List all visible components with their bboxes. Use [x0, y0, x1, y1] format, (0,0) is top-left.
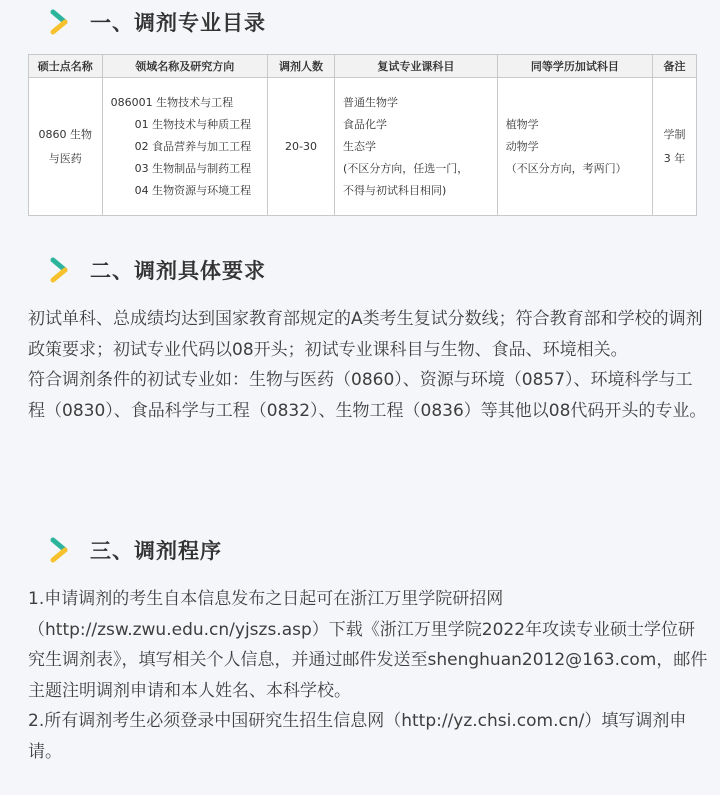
- column-header: 调剂人数: [267, 55, 334, 78]
- section-heading: 一、调剂专业目录: [90, 11, 266, 35]
- column-header: 同等学历加试科目: [497, 55, 652, 78]
- requirements-text: [28, 304, 708, 426]
- table-header-row: [29, 55, 697, 78]
- count-cell: 20-30: [267, 78, 334, 216]
- section-title-catalog: [50, 2, 266, 42]
- subject-line: 不得与初试科目相同): [343, 183, 447, 197]
- paragraph: 符合调剂条件的初试专业如：生物与医药（0860）、资源与环境（0857）、环境科学与工程（0830）、食品科学与工程（0832）、生物工程（0836）等其他以08代码开头的专业。: [28, 370, 707, 421]
- paragraph: 2.所有调剂考生必须登录中国研究生招生信息网（http://yz.chsi.com.cn/）填写调剂申请。: [28, 711, 687, 762]
- section-title-procedure: [50, 530, 222, 570]
- column-header: 备注: [653, 55, 697, 78]
- paragraph: 1.申请调剂的考生自本信息发布之日起可在浙江万里学院研招网（http://zsw.zwu.edu.cn/yjszs.asp）下载《浙江万里学院2022年攻读专业硕士学位研究生调剂表》，填写相关个人信息，并通过邮件发送至shenghuan2012@163.com，邮件主题注明调剂申请和本人姓名、本科学校。: [28, 589, 708, 701]
- master-name-line: 与医药: [48, 151, 82, 165]
- master-name-line: 0860 生物: [38, 127, 93, 141]
- procedure-text: [28, 584, 708, 767]
- remark-line: 3 年: [663, 151, 686, 165]
- subject-line: 食品化学: [343, 117, 387, 131]
- subject-line: 生态学: [343, 139, 376, 153]
- column-header: 领域名称及研究方向: [102, 55, 267, 78]
- chevron-right-icon: [50, 537, 72, 563]
- catalog-table: [28, 54, 697, 216]
- domain-line: 02 食品营养与加工工程: [134, 139, 252, 153]
- domain-line: 03 生物制品与制药工程: [134, 161, 252, 175]
- subject-line: (不区分方向，任选一门，: [343, 161, 469, 175]
- paragraph: 初试单科、总成绩均达到国家教育部规定的A类考生复试分数线；符合教育部和学校的调剂政策要求；初试专业代码以08开头；初试专业课科目与生物、食品、环境相关。: [28, 309, 703, 360]
- chevron-right-icon: [50, 257, 72, 283]
- extra-subjects-cell: [497, 78, 652, 216]
- subject-line: 植物学: [505, 117, 539, 131]
- subject-line: （不区分方向，考两门）: [505, 161, 627, 175]
- remark-cell: [653, 78, 697, 216]
- column-header: 硕士点名称: [29, 55, 103, 78]
- domain-line: 01 生物技术与种质工程: [134, 117, 252, 131]
- subject-line: 普通生物学: [343, 95, 398, 109]
- chevron-right-icon: [50, 9, 72, 35]
- table-row: [29, 78, 697, 216]
- master-name-cell: [29, 78, 103, 216]
- section-heading: 三、调剂程序: [90, 539, 222, 563]
- column-header: 复试专业课科目: [335, 55, 498, 78]
- retest-subjects-cell: [335, 78, 498, 216]
- section-title-requirements: [50, 250, 266, 290]
- domain-line: 086001 生物技术与工程: [110, 95, 234, 109]
- domain-line: 04 生物资源与环境工程: [134, 183, 252, 197]
- remark-line: 学制: [663, 127, 686, 141]
- subject-line: 动物学: [505, 139, 539, 153]
- section-heading: 二、调剂具体要求: [90, 259, 266, 283]
- domains-cell: [102, 78, 267, 216]
